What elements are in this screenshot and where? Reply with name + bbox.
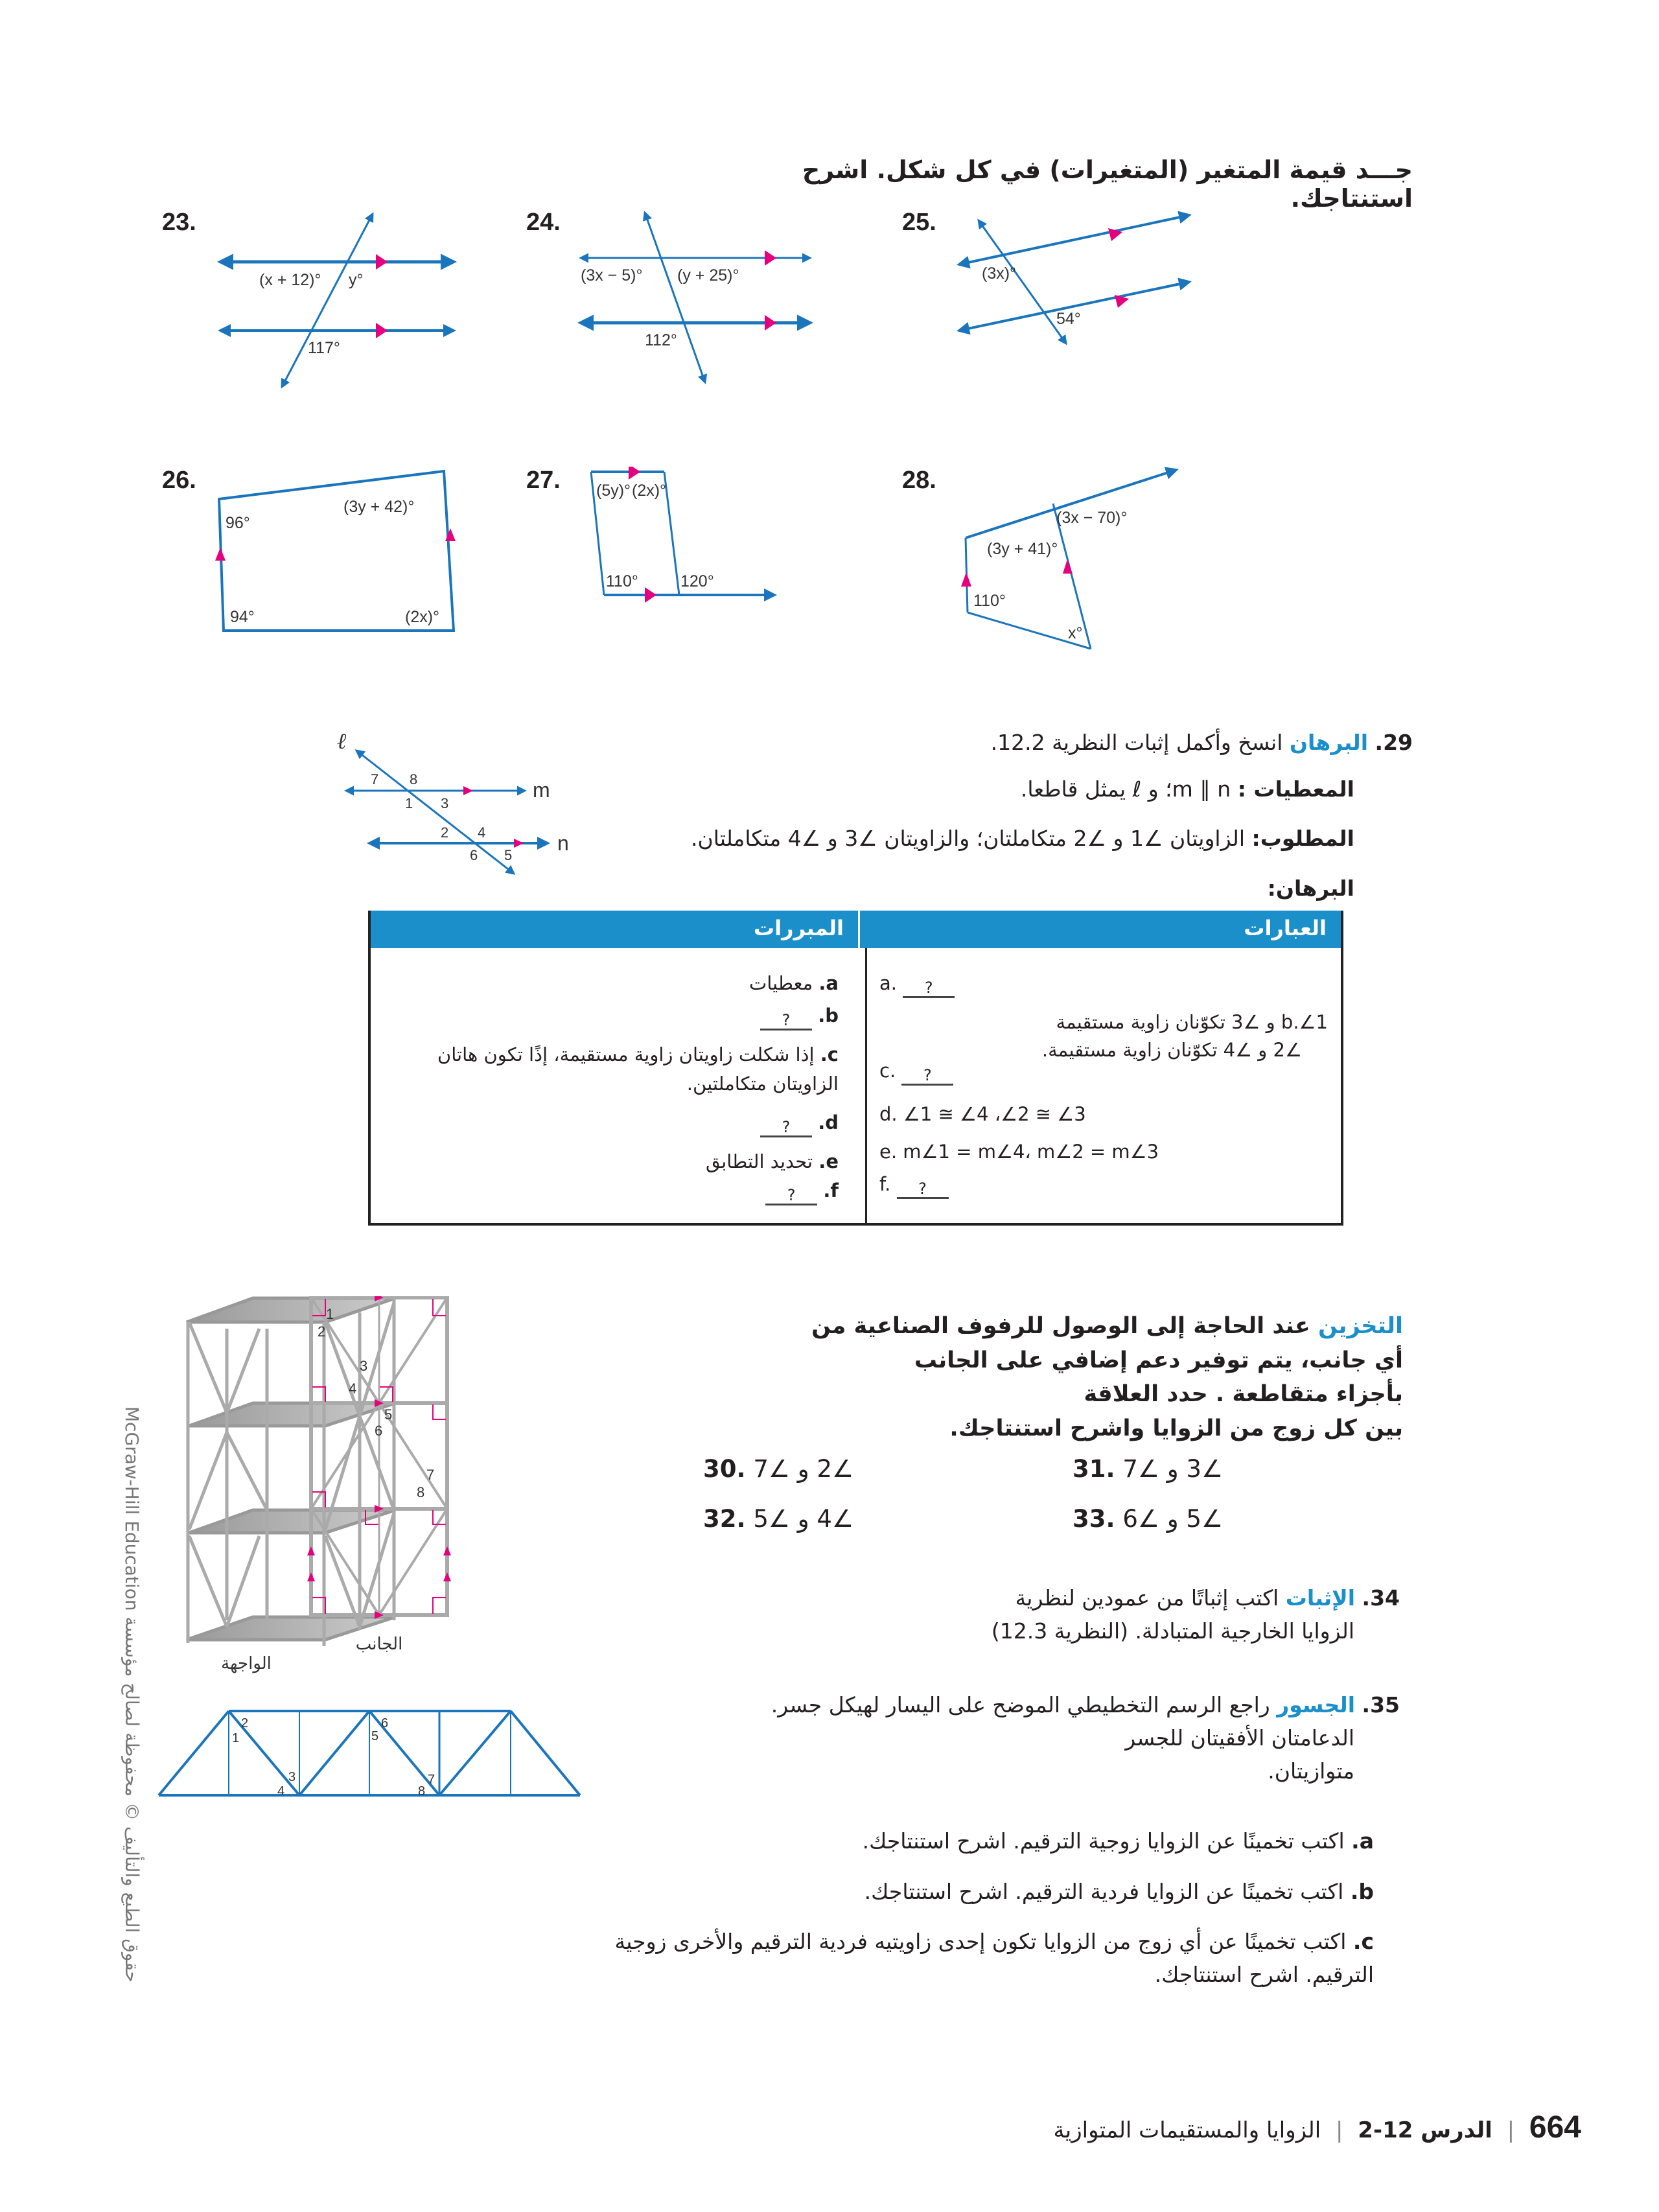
lesson-label: الدرس 12-2 [1358, 2117, 1492, 2143]
line-n-label: n [557, 832, 569, 855]
lesson-title: الزوايا والمستقيمات المتوازية [1053, 2117, 1321, 2143]
angle-label: 110° [973, 592, 1006, 610]
angle-label: (5y)° [596, 482, 631, 500]
figure-number-27: 27. [526, 467, 561, 494]
statement-b-cont: ∠2 و ∠4 تكوّنان زاوية مستقيمة. [1041, 1039, 1302, 1061]
angle-label: 94° [230, 608, 255, 626]
reason-b: b. ? [385, 1001, 839, 1030]
instructions-heading: جـــد قيمة المتغير (المتغيرات) في كل شكل. اشرح استنتاجك. [802, 156, 1413, 213]
parallel-marker [376, 254, 388, 270]
bridge-truss-diagram [156, 1705, 590, 1815]
angle-number: 8 [417, 1484, 425, 1500]
side-view [307, 1296, 451, 1619]
column-header-statements: العبارات [858, 911, 1341, 948]
question-29 [765, 726, 1413, 759]
answer-blank[interactable]: ? [760, 1119, 812, 1137]
angle-number: 7 [428, 1773, 435, 1787]
angle-number: 6 [375, 1423, 383, 1439]
figure-number-28: 28. [902, 467, 936, 494]
given-statement [577, 773, 1354, 806]
figure-28-diagram [959, 463, 1231, 658]
angle-number: 8 [410, 771, 418, 787]
question-35-part-a: a. اكتب تخمينًا عن الزوايا زوجية الترقيم. اشرح استنتاجك. [862, 1828, 1374, 1854]
angle-number: 4 [478, 824, 486, 841]
storage-problem [755, 1309, 1403, 1445]
question-number: 29. [1375, 730, 1413, 755]
figure-number-24: 24. [526, 209, 561, 236]
angle-number: 5 [371, 1729, 379, 1743]
statement-d: d. ∠1 ≅ ∠4 ،∠2 ≅ ∠3 [879, 1103, 1086, 1125]
angle-label: (2x)° [632, 482, 667, 500]
line-m-label: m [533, 778, 550, 802]
angle-number: 2 [441, 824, 449, 841]
front-view [187, 1298, 395, 1646]
angle-label: (2x)° [405, 608, 440, 626]
storage-keyword: التخزين [1317, 1313, 1403, 1339]
prove-text: الزاويتان ∠1 و ∠2 متكاملتان؛ والزاويتان ∠3 و ∠4 متكاملتان. [690, 826, 1245, 851]
prove-label: المطلوب: [1251, 826, 1354, 851]
proof-label: البرهان: [1267, 876, 1354, 901]
copyright-note: McGraw-Hill Education حقوق الطبع والتأليف © محفوظة لصالح مؤسسة [121, 1406, 143, 1983]
shelving-illustration [175, 1296, 590, 1685]
figure-26-diagram [214, 463, 473, 645]
angle-label: (3x − 70)° [1056, 509, 1128, 527]
reason-d: d. ? [385, 1108, 839, 1137]
reason-f: f. ? [385, 1176, 839, 1205]
reason-e: e. تحديد التطابق [706, 1150, 839, 1172]
storage-line: أي جانب، يتم توفير دعم إضافي على الجانب [914, 1347, 1403, 1373]
line-l-label: ℓ [337, 730, 347, 754]
figure-23-diagram [214, 207, 473, 402]
angle-number: 2 [241, 1716, 249, 1730]
page-number: 664 [1529, 2110, 1581, 2145]
item-33: 33. ∠5 و ∠6 [1073, 1505, 1224, 1533]
answer-blank[interactable]: ? [903, 979, 955, 998]
question-35: 35. الجسور راجع الرسم التخطيطي الموضح على اليسار لهيكل جسر. الدعامتان الأفقيتان للجسر متوازيتان. [771, 1692, 1400, 1784]
angle-label: (3x)° [982, 264, 1017, 283]
item-32: 32. ∠4 و ∠5 [703, 1505, 854, 1533]
angle-label: (3x − 5)° [581, 266, 643, 285]
column-divider [865, 948, 867, 1223]
angle-number: 3 [288, 1770, 296, 1784]
proof-table-header [371, 911, 1341, 948]
angle-label: 96° [226, 514, 250, 532]
angle-number: 5 [504, 847, 513, 863]
angle-label: x° [1068, 624, 1083, 642]
angle-number: 8 [418, 1784, 426, 1799]
angle-number: 3 [441, 795, 449, 811]
angle-number: 7 [426, 1467, 435, 1483]
prove-statement [382, 822, 1354, 855]
angle-number: 4 [349, 1380, 357, 1397]
question-35-part-b: b. اكتب تخمينًا عن الزوايا فردية الترقيم. اشرح استنتاجك. [864, 1879, 1374, 1904]
column-header-reasons: المبررات [754, 916, 844, 940]
figure-25-diagram [953, 207, 1212, 402]
angle-number: 2 [318, 1323, 326, 1340]
angle-label: (3y + 42)° [343, 498, 415, 516]
storage-line: بين كل زوج من الزوايا واشرح استنتاجك. [949, 1415, 1403, 1441]
answer-blank[interactable]: ? [897, 1180, 949, 1199]
parallel-marker [376, 323, 388, 338]
angle-number: 6 [381, 1716, 389, 1730]
transversal [282, 214, 373, 387]
question-text: انسخ وأكمل إثبات النظرية 12.2. [990, 730, 1283, 755]
angle-number: 4 [277, 1784, 285, 1799]
angle-number: 1 [405, 795, 413, 811]
given-label: المعطيات : [1237, 776, 1354, 802]
storage-line: عند الحاجة إلى الوصول للرفوف الصناعية من [811, 1313, 1310, 1339]
given-text: m ∥ n؛ و ℓ يمثل قاطعا. [1020, 776, 1231, 802]
caption-side: الجانب [355, 1635, 403, 1654]
question-35-part-c: c. اكتب تخمينًا عن أي زوج من الزوايا تكون إحدى زاويتيه فردية الترقيم والأخرى زوجية الترقيم. اشرح استنتاجك. [614, 1929, 1374, 1988]
figure-24-diagram [577, 207, 836, 402]
q29-transversal-diagram [331, 726, 603, 881]
statement-f: f. ? [879, 1170, 949, 1199]
figure-number-25: 25. [902, 209, 936, 236]
caption-front: الواجهة [221, 1654, 272, 1673]
reason-a: a. معطيات [748, 972, 839, 994]
statement-b: b.∠1 و ∠3 تكوّنان زاوية مستقيمة [1056, 1011, 1328, 1033]
statement-a: a. ? [879, 969, 955, 998]
proof-table [368, 911, 1343, 1226]
question-34: 34. الإثبات اكتب إثباتًا من عمودين لنظرية الزوايا الخارجية المتبادلة. (النظرية 12.3) [991, 1585, 1400, 1644]
statement-e: e. m∠1 = m∠4، m∠2 = m∠3 [879, 1141, 1159, 1163]
angle-label: (x + 12)° [259, 271, 321, 289]
angle-number: 1 [232, 1731, 240, 1745]
answer-blank[interactable]: ? [765, 1187, 817, 1205]
angle-number: 7 [371, 771, 379, 787]
angle-label: 117° [308, 339, 340, 357]
item-30: 30. ∠2 و ∠7 [703, 1455, 854, 1483]
reason-c: c. إذا شكلت زاويتان زاوية مستقيمة، إذًا تكون هاتان الزاويتان متكاملتين. [437, 1043, 839, 1095]
angle-label: 120° [680, 572, 714, 590]
angle-label: y° [349, 271, 364, 289]
answer-blank[interactable]: ? [901, 1067, 953, 1086]
angle-label: (y + 25)° [677, 266, 739, 285]
angle-number: 1 [326, 1306, 334, 1322]
figure-number-23: 23. [162, 209, 196, 236]
page-footer: 664 | الدرس 12-2 | الزوايا والمستقيمات المتوازية [1053, 2110, 1581, 2145]
item-31: 31. ∠3 و ∠7 [1073, 1455, 1224, 1483]
angle-number: 3 [360, 1358, 368, 1374]
angle-label: 54° [1056, 310, 1081, 328]
statement-c: c. ? [879, 1056, 953, 1086]
answer-blank[interactable]: ? [760, 1012, 812, 1030]
figure-number-26: 26. [162, 467, 196, 494]
question-keyword: البرهان [1289, 730, 1369, 755]
figure-27-diagram [583, 467, 855, 622]
angle-label: (3y + 41)° [987, 540, 1058, 558]
angle-label: 110° [606, 572, 638, 590]
angle-number: 5 [384, 1406, 393, 1423]
angle-number: 6 [470, 847, 478, 863]
angle-label: 112° [645, 331, 677, 349]
storage-line: بأجزاء متقاطعة . حدد العلاقة [1084, 1381, 1403, 1407]
